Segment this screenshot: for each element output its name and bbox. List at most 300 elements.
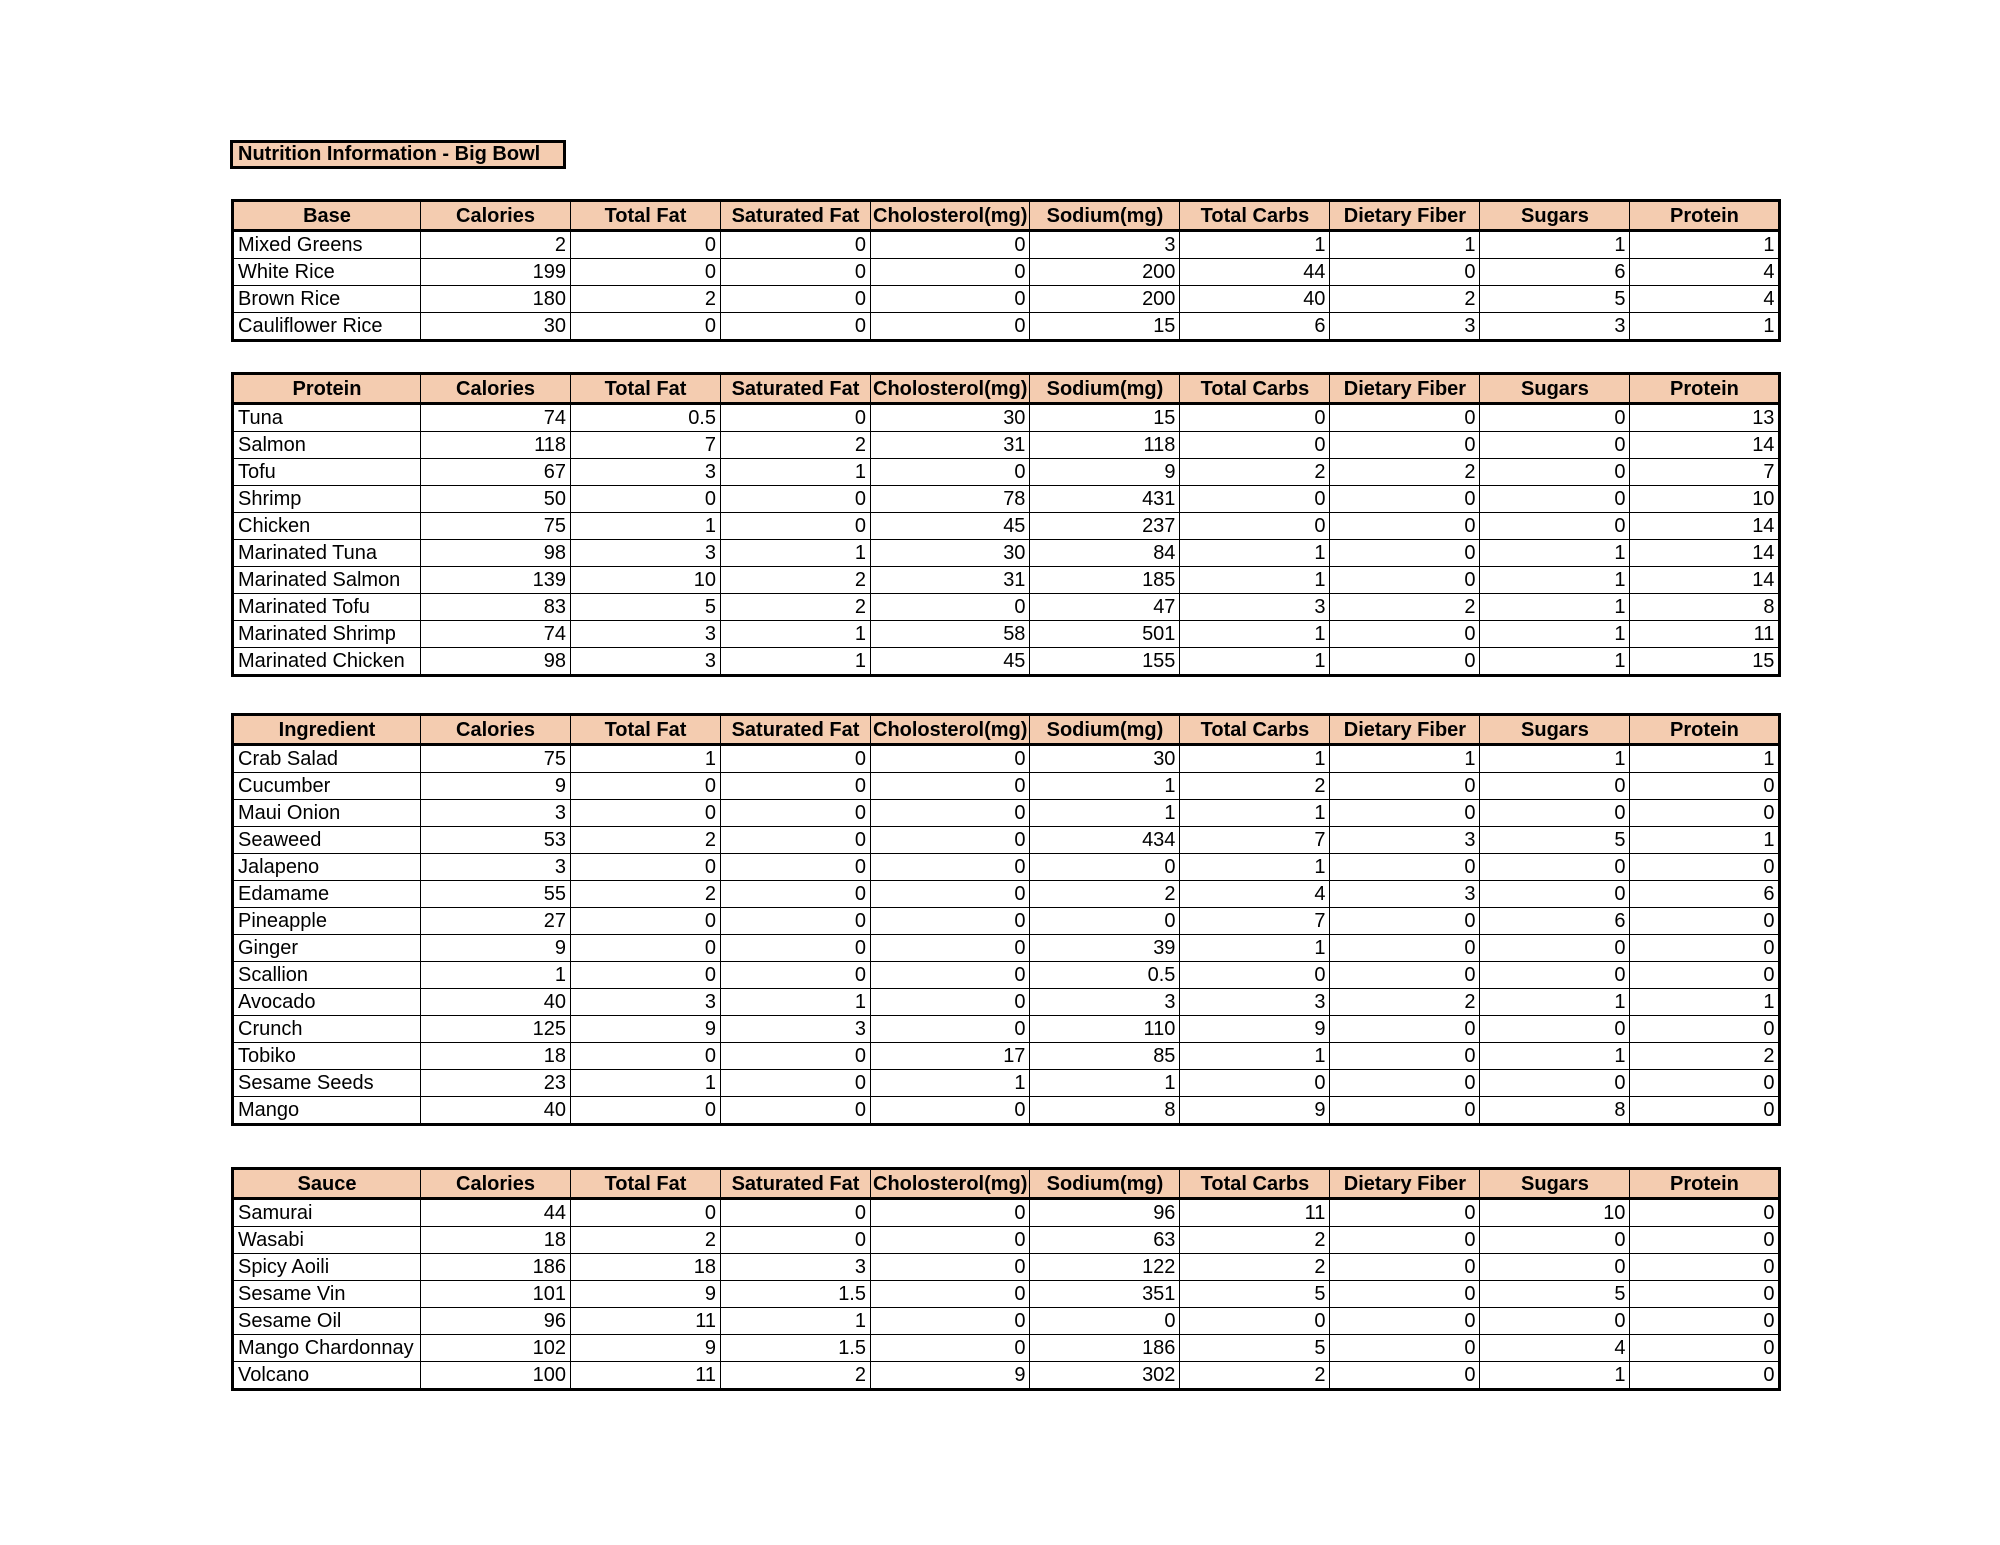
nutrition-value: 3 bbox=[571, 540, 721, 567]
nutrition-value: 0.5 bbox=[571, 404, 721, 432]
nutrition-value: 0 bbox=[1330, 962, 1480, 989]
column-header: Calories bbox=[421, 1169, 571, 1199]
nutrition-value: 0 bbox=[721, 827, 871, 854]
nutrition-value: 2 bbox=[721, 432, 871, 459]
nutrition-value: 3 bbox=[1480, 313, 1630, 341]
nutrition-value: 0 bbox=[1330, 1335, 1480, 1362]
nutrition-value: 0 bbox=[1630, 1281, 1780, 1308]
nutrition-value: 7 bbox=[1630, 459, 1780, 486]
nutrition-value: 3 bbox=[571, 459, 721, 486]
nutrition-value: 0 bbox=[1480, 854, 1630, 881]
nutrition-value: 0 bbox=[1480, 513, 1630, 540]
nutrition-value: 1 bbox=[1030, 773, 1180, 800]
nutrition-value: 0 bbox=[1330, 1016, 1480, 1043]
nutrition-value: 14 bbox=[1630, 567, 1780, 594]
item-name: Marinated Salmon bbox=[233, 567, 421, 594]
nutrition-value: 0 bbox=[1330, 1308, 1480, 1335]
nutrition-value: 1 bbox=[1480, 567, 1630, 594]
item-name: Marinated Chicken bbox=[233, 648, 421, 676]
nutrition-value: 40 bbox=[421, 1097, 571, 1125]
nutrition-value: 0 bbox=[1480, 432, 1630, 459]
nutrition-value: 4 bbox=[1630, 286, 1780, 313]
nutrition-value: 0 bbox=[1630, 1016, 1780, 1043]
nutrition-value: 1 bbox=[1180, 854, 1330, 881]
nutrition-value: 39 bbox=[1030, 935, 1180, 962]
nutrition-value: 3 bbox=[421, 854, 571, 881]
table-row bbox=[233, 513, 1780, 540]
nutrition-value: 3 bbox=[721, 1016, 871, 1043]
item-name: Maui Onion bbox=[233, 800, 421, 827]
nutrition-value: 9 bbox=[871, 1362, 1030, 1390]
nutrition-value: 0 bbox=[571, 773, 721, 800]
nutrition-value: 0 bbox=[721, 908, 871, 935]
nutrition-value: 3 bbox=[1330, 313, 1480, 341]
nutrition-value: 0 bbox=[871, 1227, 1030, 1254]
column-header: Calories bbox=[421, 201, 571, 231]
nutrition-value: 7 bbox=[1180, 908, 1330, 935]
nutrition-value: 0 bbox=[1330, 621, 1480, 648]
nutrition-value: 74 bbox=[421, 621, 571, 648]
column-header: Saturated Fat bbox=[721, 201, 871, 231]
nutrition-value: 2 bbox=[571, 827, 721, 854]
nutrition-value: 2 bbox=[1180, 773, 1330, 800]
nutrition-value: 63 bbox=[1030, 1227, 1180, 1254]
table-row bbox=[233, 1070, 1780, 1097]
column-header: Dietary Fiber bbox=[1330, 1169, 1480, 1199]
nutrition-value: 2 bbox=[571, 1227, 721, 1254]
table-row bbox=[233, 1227, 1780, 1254]
nutrition-value: 1 bbox=[1630, 827, 1780, 854]
nutrition-value: 0 bbox=[871, 800, 1030, 827]
nutrition-value: 0 bbox=[721, 1227, 871, 1254]
nutrition-value: 1 bbox=[1180, 1043, 1330, 1070]
nutrition-value: 0 bbox=[571, 800, 721, 827]
nutrition-value: 0 bbox=[871, 231, 1030, 259]
nutrition-value: 0 bbox=[721, 259, 871, 286]
nutrition-value: 122 bbox=[1030, 1254, 1180, 1281]
table-row bbox=[233, 1335, 1780, 1362]
nutrition-value: 0 bbox=[571, 259, 721, 286]
protein-table bbox=[231, 372, 1781, 677]
nutrition-value: 2 bbox=[1180, 1227, 1330, 1254]
nutrition-value: 0 bbox=[1030, 854, 1180, 881]
nutrition-value: 15 bbox=[1030, 404, 1180, 432]
nutrition-value: 30 bbox=[421, 313, 571, 341]
nutrition-value: 0 bbox=[871, 745, 1030, 773]
nutrition-value: 0 bbox=[721, 1070, 871, 1097]
nutrition-value: 50 bbox=[421, 486, 571, 513]
nutrition-value: 0 bbox=[1630, 1070, 1780, 1097]
column-header: Dietary Fiber bbox=[1330, 715, 1480, 745]
nutrition-value: 0 bbox=[871, 1097, 1030, 1125]
nutrition-value: 15 bbox=[1630, 648, 1780, 676]
nutrition-value: 0 bbox=[1630, 1227, 1780, 1254]
column-header: Sodium(mg) bbox=[1030, 201, 1180, 231]
nutrition-value: 9 bbox=[1180, 1016, 1330, 1043]
nutrition-value: 0 bbox=[871, 773, 1030, 800]
nutrition-value: 58 bbox=[871, 621, 1030, 648]
nutrition-value: 2 bbox=[1180, 1254, 1330, 1281]
nutrition-value: 1.5 bbox=[721, 1281, 871, 1308]
nutrition-value: 4 bbox=[1180, 881, 1330, 908]
table-row bbox=[233, 594, 1780, 621]
nutrition-value: 3 bbox=[571, 621, 721, 648]
nutrition-value: 45 bbox=[871, 513, 1030, 540]
nutrition-value: 0 bbox=[1330, 1199, 1480, 1227]
item-name: Mixed Greens bbox=[233, 231, 421, 259]
nutrition-value: 0 bbox=[1180, 404, 1330, 432]
item-name: Spicy Aoili bbox=[233, 1254, 421, 1281]
nutrition-value: 10 bbox=[571, 567, 721, 594]
nutrition-value: 0 bbox=[1330, 1097, 1480, 1125]
nutrition-value: 180 bbox=[421, 286, 571, 313]
nutrition-value: 0 bbox=[871, 854, 1030, 881]
nutrition-value: 14 bbox=[1630, 432, 1780, 459]
nutrition-value: 3 bbox=[1030, 989, 1180, 1016]
table-row bbox=[233, 962, 1780, 989]
base-table bbox=[231, 199, 1781, 342]
nutrition-value: 1 bbox=[871, 1070, 1030, 1097]
nutrition-value: 0 bbox=[1330, 404, 1480, 432]
nutrition-value: 0 bbox=[871, 594, 1030, 621]
table-row bbox=[233, 773, 1780, 800]
table-row bbox=[233, 231, 1780, 259]
table-row bbox=[233, 908, 1780, 935]
nutrition-value: 431 bbox=[1030, 486, 1180, 513]
nutrition-value: 30 bbox=[1030, 745, 1180, 773]
nutrition-value: 0 bbox=[571, 962, 721, 989]
item-name: Chicken bbox=[233, 513, 421, 540]
column-header: Calories bbox=[421, 715, 571, 745]
item-name: Tofu bbox=[233, 459, 421, 486]
table-row bbox=[233, 800, 1780, 827]
nutrition-value: 3 bbox=[571, 989, 721, 1016]
column-header: Sodium(mg) bbox=[1030, 374, 1180, 404]
column-header: Protein bbox=[1630, 1169, 1780, 1199]
nutrition-value: 0 bbox=[1030, 1308, 1180, 1335]
nutrition-value: 0 bbox=[721, 513, 871, 540]
nutrition-value: 0 bbox=[1630, 1308, 1780, 1335]
nutrition-value: 0 bbox=[1480, 486, 1630, 513]
column-header: Dietary Fiber bbox=[1330, 374, 1480, 404]
nutrition-value: 15 bbox=[1030, 313, 1180, 341]
nutrition-value: 83 bbox=[421, 594, 571, 621]
nutrition-value: 0 bbox=[571, 1097, 721, 1125]
nutrition-value: 0 bbox=[1480, 881, 1630, 908]
nutrition-value: 0 bbox=[1480, 800, 1630, 827]
item-name: Tobiko bbox=[233, 1043, 421, 1070]
column-header: Protein bbox=[1630, 715, 1780, 745]
nutrition-value: 98 bbox=[421, 540, 571, 567]
table-row bbox=[233, 827, 1780, 854]
nutrition-value: 0 bbox=[1630, 800, 1780, 827]
nutrition-value: 3 bbox=[721, 1254, 871, 1281]
table-row bbox=[233, 1043, 1780, 1070]
nutrition-value: 0 bbox=[721, 935, 871, 962]
nutrition-value: 1 bbox=[1180, 800, 1330, 827]
nutrition-value: 0 bbox=[1330, 1070, 1480, 1097]
item-name: Ginger bbox=[233, 935, 421, 962]
nutrition-value: 3 bbox=[1030, 231, 1180, 259]
column-header: Sodium(mg) bbox=[1030, 715, 1180, 745]
table-row bbox=[233, 1308, 1780, 1335]
column-header: Sugars bbox=[1480, 374, 1630, 404]
column-header: Total Fat bbox=[571, 715, 721, 745]
nutrition-value: 1 bbox=[1480, 621, 1630, 648]
nutrition-value: 0 bbox=[871, 1281, 1030, 1308]
nutrition-value: 0 bbox=[1030, 908, 1180, 935]
item-name: Pineapple bbox=[233, 908, 421, 935]
nutrition-value: 0 bbox=[1180, 1070, 1330, 1097]
nutrition-value: 1 bbox=[1480, 1362, 1630, 1390]
nutrition-value: 0 bbox=[871, 962, 1030, 989]
nutrition-value: 0 bbox=[1630, 1199, 1780, 1227]
nutrition-value: 9 bbox=[571, 1335, 721, 1362]
nutrition-value: 47 bbox=[1030, 594, 1180, 621]
nutrition-value: 1 bbox=[1180, 935, 1330, 962]
item-name: Volcano bbox=[233, 1362, 421, 1390]
column-header: Sugars bbox=[1480, 715, 1630, 745]
nutrition-value: 3 bbox=[571, 648, 721, 676]
nutrition-value: 9 bbox=[421, 773, 571, 800]
nutrition-value: 0 bbox=[721, 1199, 871, 1227]
nutrition-value: 302 bbox=[1030, 1362, 1180, 1390]
nutrition-value: 5 bbox=[1480, 1281, 1630, 1308]
nutrition-value: 10 bbox=[1630, 486, 1780, 513]
nutrition-value: 5 bbox=[1180, 1335, 1330, 1362]
section-heading: Protein bbox=[233, 374, 421, 404]
nutrition-value: 31 bbox=[871, 567, 1030, 594]
nutrition-value: 0 bbox=[1630, 962, 1780, 989]
nutrition-value: 0 bbox=[1330, 1362, 1480, 1390]
column-header: Saturated Fat bbox=[721, 715, 871, 745]
nutrition-value: 17 bbox=[871, 1043, 1030, 1070]
nutrition-value: 351 bbox=[1030, 1281, 1180, 1308]
table-row bbox=[233, 567, 1780, 594]
nutrition-value: 0 bbox=[1330, 513, 1480, 540]
nutrition-value: 0 bbox=[1180, 486, 1330, 513]
nutrition-value: 75 bbox=[421, 745, 571, 773]
table-row bbox=[233, 459, 1780, 486]
section-heading: Base bbox=[233, 201, 421, 231]
nutrition-value: 45 bbox=[871, 648, 1030, 676]
nutrition-value: 5 bbox=[1480, 827, 1630, 854]
nutrition-value: 98 bbox=[421, 648, 571, 676]
nutrition-value: 0.5 bbox=[1030, 962, 1180, 989]
nutrition-value: 6 bbox=[1480, 259, 1630, 286]
nutrition-value: 0 bbox=[571, 1199, 721, 1227]
column-header: Saturated Fat bbox=[721, 1169, 871, 1199]
nutrition-value: 23 bbox=[421, 1070, 571, 1097]
nutrition-value: 3 bbox=[421, 800, 571, 827]
nutrition-value: 0 bbox=[871, 989, 1030, 1016]
nutrition-value: 0 bbox=[1180, 1308, 1330, 1335]
nutrition-value: 0 bbox=[571, 231, 721, 259]
item-name: Shrimp bbox=[233, 486, 421, 513]
nutrition-value: 0 bbox=[721, 800, 871, 827]
nutrition-value: 110 bbox=[1030, 1016, 1180, 1043]
nutrition-value: 8 bbox=[1030, 1097, 1180, 1125]
item-name: Crunch bbox=[233, 1016, 421, 1043]
nutrition-value: 6 bbox=[1480, 908, 1630, 935]
header-row bbox=[233, 201, 1780, 231]
nutrition-value: 100 bbox=[421, 1362, 571, 1390]
section-heading: Ingredient bbox=[233, 715, 421, 745]
table-row bbox=[233, 1281, 1780, 1308]
nutrition-value: 0 bbox=[721, 286, 871, 313]
nutrition-value: 3 bbox=[1180, 594, 1330, 621]
nutrition-value: 0 bbox=[1330, 773, 1480, 800]
nutrition-value: 434 bbox=[1030, 827, 1180, 854]
nutrition-value: 5 bbox=[1180, 1281, 1330, 1308]
nutrition-value: 1 bbox=[1480, 648, 1630, 676]
nutrition-value: 53 bbox=[421, 827, 571, 854]
nutrition-value: 78 bbox=[871, 486, 1030, 513]
nutrition-value: 2 bbox=[721, 567, 871, 594]
item-name: Mango bbox=[233, 1097, 421, 1125]
item-name: Wasabi bbox=[233, 1227, 421, 1254]
item-name: Edamame bbox=[233, 881, 421, 908]
nutrition-value: 1 bbox=[1030, 1070, 1180, 1097]
nutrition-value: 118 bbox=[421, 432, 571, 459]
nutrition-value: 74 bbox=[421, 404, 571, 432]
nutrition-value: 7 bbox=[1180, 827, 1330, 854]
nutrition-value: 14 bbox=[1630, 513, 1780, 540]
nutrition-value: 1 bbox=[1480, 989, 1630, 1016]
nutrition-value: 9 bbox=[1180, 1097, 1330, 1125]
nutrition-value: 0 bbox=[1630, 935, 1780, 962]
nutrition-value: 0 bbox=[1630, 773, 1780, 800]
header-row bbox=[233, 374, 1780, 404]
nutrition-value: 1 bbox=[1180, 648, 1330, 676]
nutrition-value: 1 bbox=[1480, 231, 1630, 259]
nutrition-value: 44 bbox=[421, 1199, 571, 1227]
nutrition-value: 40 bbox=[1180, 286, 1330, 313]
nutrition-value: 1 bbox=[1480, 594, 1630, 621]
nutrition-value: 44 bbox=[1180, 259, 1330, 286]
nutrition-value: 0 bbox=[1480, 404, 1630, 432]
column-header: Cholosterol(mg) bbox=[871, 715, 1030, 745]
nutrition-value: 0 bbox=[1480, 935, 1630, 962]
nutrition-value: 0 bbox=[721, 404, 871, 432]
nutrition-value: 0 bbox=[1480, 962, 1630, 989]
nutrition-value: 0 bbox=[1480, 1070, 1630, 1097]
item-name: White Rice bbox=[233, 259, 421, 286]
nutrition-value: 0 bbox=[871, 1308, 1030, 1335]
nutrition-value: 0 bbox=[871, 881, 1030, 908]
column-header: Protein bbox=[1630, 201, 1780, 231]
column-header: Sugars bbox=[1480, 201, 1630, 231]
nutrition-value: 0 bbox=[1330, 1043, 1480, 1070]
column-header: Sodium(mg) bbox=[1030, 1169, 1180, 1199]
nutrition-value: 67 bbox=[421, 459, 571, 486]
nutrition-value: 0 bbox=[1330, 486, 1480, 513]
sauce-table bbox=[231, 1167, 1781, 1391]
nutrition-value: 0 bbox=[571, 908, 721, 935]
nutrition-value: 102 bbox=[421, 1335, 571, 1362]
nutrition-value: 118 bbox=[1030, 432, 1180, 459]
nutrition-value: 7 bbox=[571, 432, 721, 459]
nutrition-value: 0 bbox=[1480, 1227, 1630, 1254]
nutrition-value: 96 bbox=[1030, 1199, 1180, 1227]
nutrition-value: 200 bbox=[1030, 286, 1180, 313]
nutrition-value: 84 bbox=[1030, 540, 1180, 567]
item-name: Marinated Tuna bbox=[233, 540, 421, 567]
item-name: Scallion bbox=[233, 962, 421, 989]
column-header: Cholosterol(mg) bbox=[871, 374, 1030, 404]
nutrition-value: 1 bbox=[721, 459, 871, 486]
nutrition-value: 0 bbox=[1330, 567, 1480, 594]
nutrition-value: 0 bbox=[1480, 1308, 1630, 1335]
nutrition-value: 186 bbox=[421, 1254, 571, 1281]
column-header: Total Carbs bbox=[1180, 1169, 1330, 1199]
nutrition-value: 1 bbox=[1180, 540, 1330, 567]
nutrition-value: 2 bbox=[571, 881, 721, 908]
nutrition-value: 2 bbox=[421, 231, 571, 259]
nutrition-value: 1 bbox=[721, 1308, 871, 1335]
nutrition-value: 11 bbox=[1180, 1199, 1330, 1227]
item-name: Marinated Shrimp bbox=[233, 621, 421, 648]
nutrition-value: 0 bbox=[1330, 1281, 1480, 1308]
nutrition-value: 0 bbox=[1480, 1016, 1630, 1043]
nutrition-value: 0 bbox=[1480, 1254, 1630, 1281]
nutrition-value: 11 bbox=[1630, 621, 1780, 648]
nutrition-value: 0 bbox=[571, 313, 721, 341]
nutrition-value: 9 bbox=[421, 935, 571, 962]
nutrition-value: 2 bbox=[1330, 594, 1480, 621]
nutrition-value: 0 bbox=[871, 459, 1030, 486]
table-row bbox=[233, 259, 1780, 286]
nutrition-value: 0 bbox=[1480, 773, 1630, 800]
nutrition-value: 2 bbox=[721, 594, 871, 621]
item-name: Cauliflower Rice bbox=[233, 313, 421, 341]
nutrition-value: 8 bbox=[1480, 1097, 1630, 1125]
nutrition-value: 2 bbox=[1630, 1043, 1780, 1070]
nutrition-value: 0 bbox=[571, 935, 721, 962]
nutrition-value: 199 bbox=[421, 259, 571, 286]
nutrition-value: 18 bbox=[421, 1227, 571, 1254]
nutrition-value: 185 bbox=[1030, 567, 1180, 594]
nutrition-value: 14 bbox=[1630, 540, 1780, 567]
item-name: Seaweed bbox=[233, 827, 421, 854]
column-header: Cholosterol(mg) bbox=[871, 1169, 1030, 1199]
item-name: Salmon bbox=[233, 432, 421, 459]
nutrition-value: 11 bbox=[571, 1308, 721, 1335]
nutrition-value: 0 bbox=[571, 854, 721, 881]
item-name: Jalapeno bbox=[233, 854, 421, 881]
nutrition-value: 1 bbox=[1480, 1043, 1630, 1070]
nutrition-value: 40 bbox=[421, 989, 571, 1016]
nutrition-value: 101 bbox=[421, 1281, 571, 1308]
column-header: Dietary Fiber bbox=[1330, 201, 1480, 231]
column-header: Saturated Fat bbox=[721, 374, 871, 404]
nutrition-value: 75 bbox=[421, 513, 571, 540]
item-name: Marinated Tofu bbox=[233, 594, 421, 621]
table-row bbox=[233, 286, 1780, 313]
item-name: Crab Salad bbox=[233, 745, 421, 773]
nutrition-value: 0 bbox=[721, 486, 871, 513]
nutrition-value: 1 bbox=[1480, 540, 1630, 567]
nutrition-value: 0 bbox=[721, 1097, 871, 1125]
nutrition-value: 0 bbox=[871, 908, 1030, 935]
nutrition-value: 0 bbox=[721, 854, 871, 881]
column-header: Total Fat bbox=[571, 201, 721, 231]
nutrition-value: 5 bbox=[1480, 286, 1630, 313]
table-row bbox=[233, 1097, 1780, 1125]
column-header: Total Carbs bbox=[1180, 374, 1330, 404]
nutrition-value: 31 bbox=[871, 432, 1030, 459]
nutrition-value: 27 bbox=[421, 908, 571, 935]
